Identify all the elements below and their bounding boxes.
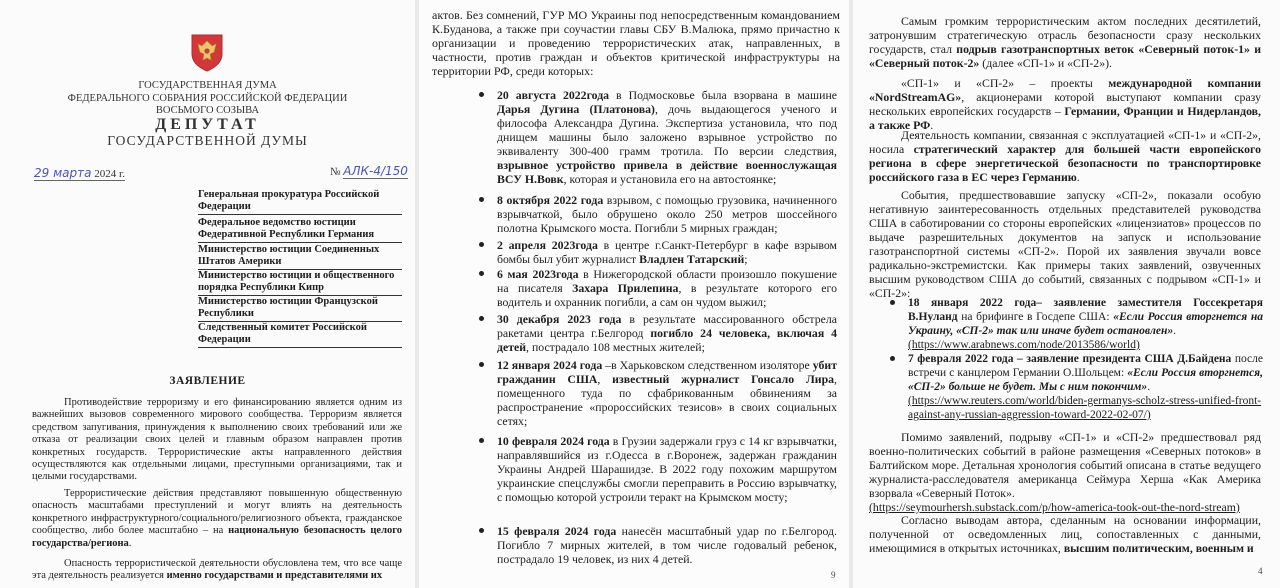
paragraph — [32, 397, 402, 484]
paragraph-text: . — [1076, 170, 1080, 184]
addressee: Федеральное ведомство юстиции Федеративной Республики Германия — [198, 217, 402, 243]
paragraph-text: Опасность террористической деятельности обусловлена тем, что все чаще эта деятельность реализуется — [32, 558, 402, 582]
document-page-4 — [853, 0, 1280, 588]
event-item — [497, 312, 837, 354]
event-text: в Грузии задержали груз с 14 кг взрывчатки, направлявшийся из г.Одесса в г.Воронеж, задержан гражданин Украины Андрей Шарашидзе. В 2022 году похожим маршрутом украинские спецслужбы смогли переправить в Россию взрывчатку, с помощью которой устроили теракт на Крымском мосту; — [497, 434, 837, 504]
bullet-icon — [479, 197, 484, 202]
event-text: взрывом, с помощью грузовика, начиненного взрывчаткой, было обрушено около 250 метров шоссейного полотна Крымского моста. Погибли 5 мирных граждан; — [497, 193, 837, 235]
bullet-icon — [890, 356, 895, 361]
paragraph-text: Деятельность компании, связанная с эксплуатацией «СП-1» и «СП-2», носила — [869, 128, 1261, 156]
addressee: Министерство юстиции и общественного порядка Республики Кипр — [198, 270, 402, 296]
duma-title: ГОСУДАРСТВЕННОЙ ДУМЫ — [107, 133, 308, 148]
source-link[interactable]: (https://seymourhersh.substack.com/p/how-america-took-out-the-nord-stream) — [869, 500, 1240, 514]
event-text: –в Харьковском следственном изоляторе — [602, 358, 813, 372]
bullet-icon — [890, 300, 895, 305]
paragraph-text: Противодействие терроризму и его финансированию является одним из важнейших вызовов современного мирового сообщества. Терроризм является средством запугивания, принуждения к выполнению своих требований или же отказа от реализации своих целей и главным образом направлен против конкретных государств. Террористические акты направленного действия осуществляются как отдельными лицами, преступными организациями, так и целыми государствами. — [32, 397, 402, 483]
paragraph-text: Самым громким террористическим актом последних десятилетий, затронувшим стратегическую отрасль безопасности сразу нескольких государств, стал — [869, 14, 1261, 56]
quote-text: . — [1147, 381, 1151, 393]
date-handwritten: 29 марта — [34, 166, 92, 180]
bullet-icon — [479, 242, 484, 247]
event-item — [497, 358, 837, 428]
bullet-icon — [479, 271, 484, 276]
event-bold: убит гражданин США — [497, 358, 837, 386]
document-page-9 — [419, 0, 849, 588]
event-date: 2 апреля 2023года — [497, 238, 598, 252]
quote-italic: «Если Россия вторгнется на Украину, «СП-2» так или иначе будет остановлен» — [908, 311, 1263, 337]
paragraph-bold: стратегический характер для большей части европейского региона в сфере энергетической безопасности по транспортировке российского газа в ЕС через Германию — [869, 142, 1261, 184]
event-item — [497, 193, 837, 235]
quote-text: после встречи с канцлером Германии О.Шольцем: — [908, 353, 1263, 379]
event-text: в центре г.Санкт-Петербург в кафе взрывом бомбы был убит журналист — [497, 238, 837, 266]
org-line: ГОСУДАРСТВЕННАЯ ДУМА — [138, 80, 277, 91]
paragraph — [869, 128, 1261, 184]
quote-text: на брифинге в Госдепе США: — [957, 311, 1114, 323]
paragraph-text: (далее «СП-1» и «СП-2»). — [979, 56, 1112, 70]
bullet-icon — [479, 528, 484, 533]
addressee: Генеральная прокуратура Российской Федерации — [198, 189, 402, 215]
bullet-icon — [479, 316, 484, 321]
source-link[interactable]: (https://www.reuters.com/world/biden-germanys-scholz-stress-unified-front-against-any-russian-aggression-toward-2022-02-07/) — [908, 395, 1262, 421]
event-text: в Нижегородской области произошло покушение на писателя — [497, 267, 837, 295]
event-date: 6 мая 2023года — [497, 267, 579, 281]
paragraph-text: Согласно выводам автора, сделанным на основании информации, полученной от осведомленных лиц, сопоставленных с данными, имеющимися в открытых источниках, — [869, 513, 1261, 555]
statement-title: ЗАЯВЛЕНИЕ — [169, 375, 246, 387]
event-text: в результате массированного обстрела ракетами центра г.Белгород — [497, 312, 837, 340]
page-number: 9 — [831, 570, 836, 580]
source-link[interactable]: (https://www.arabnews.com/node/2013586/world) — [908, 339, 1140, 351]
intro-paragraph: актов. Без сомнений, ГУР МО Украины под непосредственным командованием К.Буданова, а также при соучастии главы СБУ В.Малюка, прямо причастно к организации и проведению террористических атак, направленных, в частности, против граждан и объектов критической инфраструктуры на территории РФ, среди которых: — [432, 8, 840, 78]
paragraph-text: События, предшествовавшие запуску «СП-2», показали особую негативную заинтересованность отдельных представителей руководства США в саботировании со стороны европейских «лицензиатов» процессов по выдаче разрешительных документов на запуск и использование газотранспортной системы «СП-2». Порой их заявления звучали вовсе радикально-экстремистски. Как примеры таких заявлений, озвученных высшим руководством США до событий, связанных с подрывом «СП-1» и «СП-2»: — [869, 188, 1261, 300]
addressee: Следственный комитет Российской Федерации — [198, 322, 402, 348]
bullet-icon — [479, 438, 484, 443]
paragraph — [869, 76, 1261, 132]
quote-item — [908, 296, 1263, 352]
page-number: 4 — [1258, 566, 1263, 576]
event-bold: взрывное устройство привела в действие военнослужащая ВСУ Н.Вовк — [497, 158, 837, 186]
event-date: 8 октября 2022 года — [497, 193, 604, 207]
event-bold: погибло 24 человека, включая 4 детей — [497, 326, 837, 354]
addressee: Министерство юстиции Соединенных Штатов Америки — [198, 244, 402, 270]
event-item — [497, 524, 837, 566]
letterhead-org — [0, 80, 415, 118]
event-item — [497, 267, 837, 309]
quote-text: . — [1173, 325, 1177, 337]
paragraph-bold: подрыв газотранспортных веток «Северный поток-1» и «Северный поток-2» — [869, 42, 1261, 70]
event-date: 20 августа 2022года — [497, 88, 610, 102]
paragraph-text: Террористические действия представляют повышенную общественную опасность масштабами преступлений и могут влиять на деятельность конкретного инфраструктурного/социального/религиозного объекта, гражданское сообщество, либо более масштабно – на — [32, 488, 402, 537]
org-line: ФЕДЕРАЛЬНОГО СОБРАНИЯ РОССИЙСКОЙ ФЕДЕРАЦИИ — [67, 92, 348, 104]
paragraph-text: Помимо заявлений, подрыву «СП-1» и «СП-2» предшествовал ряд военно-политических событий в районе размещения «Северных потоков» в Балтийском море. Детальная хронология событий описана в статье ведущего журналиста-расследователя американца Сеймура Херша «Как Америка взорвала «Северный Поток». — [869, 430, 1261, 500]
addressee: Министерство юстиции Французской Республики — [198, 296, 402, 322]
paragraph-bold: именно государствами и представителями их — [166, 570, 383, 582]
event-date: 30 декабря 2023 года — [497, 312, 622, 326]
paragraph-bold: международной компании «NordStreamAG» — [869, 76, 1261, 104]
bullet-icon — [479, 362, 484, 367]
paragraph — [869, 188, 1261, 300]
event-date: 15 февраля 2024 года — [497, 524, 617, 538]
quote-item — [908, 352, 1263, 422]
event-text: , которая и установила его на автостоянке; — [563, 172, 777, 186]
paragraph-text: «СП-1» и «СП-2» – проекты — [901, 76, 1109, 90]
paragraph-bold: высшим политическим, военным и — [1063, 541, 1254, 555]
paragraph-text: , акционерами которой выступают компании сразу нескольких европейских государств – — [869, 90, 1261, 118]
event-item — [497, 238, 837, 266]
event-text: , дочь выдающегося ученого и философа Александра Дугина. Экспертиза установила, что под днищем машины было заложено взрывное устройство по эквиваленту 300-400 грамм тротила. По версии следствия, — [497, 102, 837, 158]
date-year: 2024 г. — [94, 168, 125, 180]
paragraph-text: . — [128, 537, 132, 549]
paragraph — [869, 430, 1261, 514]
quote-bold: 7 февраля 2022 года – заявление президента США Д.Байдена — [908, 353, 1232, 365]
event-text: , пострадало 108 местных жителей; — [526, 340, 705, 354]
paragraph — [32, 488, 402, 550]
event-date: 10 февраля 2024 года — [497, 434, 610, 448]
letter-page — [0, 0, 415, 588]
org-line: ВОСЬМОГО СОЗЫВА — [155, 105, 260, 116]
event-bold: известный журналист Гонсало Лира — [612, 372, 835, 386]
paragraph — [869, 14, 1261, 70]
event-text: в Подмосковье была взорвана в машине — [609, 88, 837, 102]
paragraph-bold: Германии, Франции и Нидерландов, а также РФ — [869, 104, 1261, 132]
deputy-title: ДЕПУТАТ — [155, 116, 260, 133]
number-handwritten: АЛК-4/150 — [343, 164, 408, 178]
event-text: нанесён масштабный удар по г.Белгород. Погибло 7 мирных жителей, в том числе годовалый ребенок, пострадало 19 человек, из них 4 детей. — [497, 524, 838, 566]
event-bold: Захара Прилепина — [572, 281, 679, 295]
event-text: , помещенного туда по сфабрикованным обвинениям за распространение «пророссийских тезисов» в своих социальных сетях; — [497, 372, 837, 428]
event-date: 12 января 2024 года — [497, 358, 603, 372]
quote-bold: 18 января 2022 года– заявление заместителя Госсекретаря В.Нуланд — [908, 297, 1263, 323]
letter-date — [34, 166, 125, 181]
paragraph — [32, 558, 402, 583]
number-label: № — [330, 166, 341, 178]
letter-number — [330, 164, 408, 179]
event-item — [497, 88, 837, 186]
quote-italic: «Если Россия вторгнется, «СП-2» больше не будет. Мы с ним покончим» — [908, 367, 1263, 393]
coat-of-arms-icon — [189, 32, 225, 72]
event-text: , — [597, 372, 613, 386]
paragraph-bold: национальную безопасность целого государства/региона — [32, 525, 402, 549]
paragraph-text: . — [930, 118, 934, 132]
event-text: ; — [744, 252, 748, 266]
bullet-icon — [479, 92, 484, 97]
paragraph — [869, 513, 1261, 555]
event-bold: Дарья Дугина (Платонова) — [497, 102, 655, 116]
event-text: , в результате которого его водитель и охранник погибли, а сам он чудом выжил; — [497, 281, 837, 309]
event-item — [497, 434, 837, 504]
event-bold: Владлен Татарский — [639, 252, 745, 266]
